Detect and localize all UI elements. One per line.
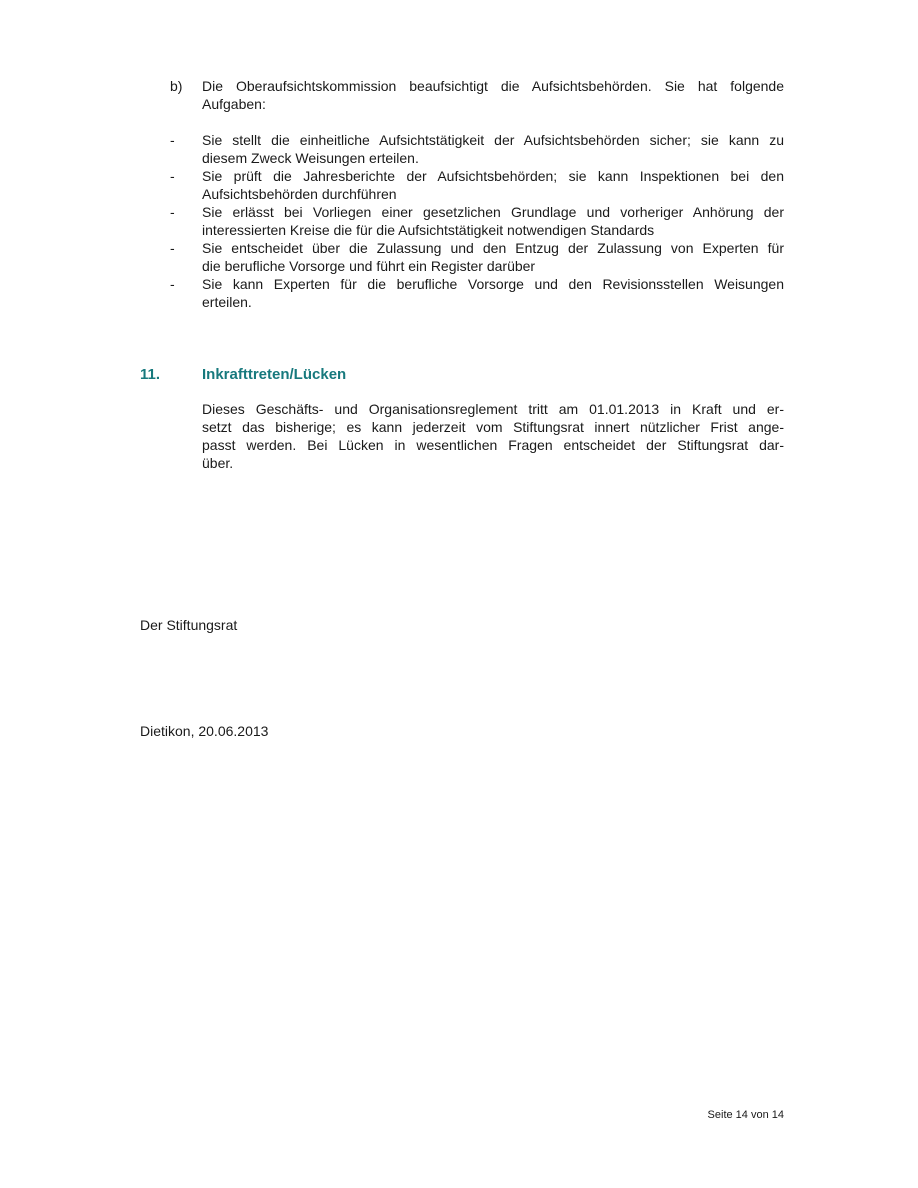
paragraph-line: Aufsichtsbehörden durchführen [202, 186, 397, 202]
paragraph-line: Die Oberaufsichtskommission beaufsichtigt die Aufsichtsbehörden. Sie hat folgende [202, 78, 784, 94]
paragraph-line: Sie stellt die einheitliche Aufsichtstätigkeit der Aufsichtsbehörden sicher; sie kann zu [202, 132, 784, 148]
paragraph-line: über. [202, 455, 234, 471]
dash-marker: - [170, 240, 175, 256]
paragraph-line: setzt das bisherige; es kann jederzeit vom Stiftungsrat innert nützlicher Frist ange- [202, 419, 784, 435]
paragraph-line: Sie erlässt bei Vorliegen einer gesetzlichen Grundlage und vorheriger Anhörung der [202, 204, 784, 220]
list-item-text [202, 131, 784, 167]
list-item-text [202, 275, 784, 311]
list-item [170, 167, 784, 203]
section-heading [140, 365, 784, 385]
list-item [170, 131, 784, 167]
paragraph-line: Sie entscheidet über die Zulassung und den Entzug der Zulassung von Experten für [202, 240, 784, 256]
duties-list [170, 131, 784, 311]
paragraph-line: die berufliche Vorsorge und führt ein Register darüber [202, 258, 536, 274]
dash-marker: - [170, 168, 175, 184]
section-number: 11. [140, 366, 161, 383]
paragraph-line: passt werden. Bei Lücken in wesentlichen Fragen entscheidet der Stiftungsrat dar- [202, 437, 784, 453]
paragraph-line: interessierten Kreise die für die Aufsichtstätigkeit notwendigen Standards [202, 222, 655, 238]
list-item [170, 239, 784, 275]
list-item-b [170, 77, 784, 113]
paragraph-line: Aufgaben: [202, 96, 266, 112]
signature-line: Der Stiftungsrat [140, 617, 238, 633]
place-date: Dietikon, 20.06.2013 [140, 723, 269, 739]
paragraph-line: diesem Zweck Weisungen erteilen. [202, 150, 419, 166]
paragraph-line: erteilen. [202, 294, 252, 310]
paragraph-line: Sie prüft die Jahresberichte der Aufsichtsbehörden; sie kann Inspektionen bei den [202, 168, 784, 184]
paragraph-line: Sie kann Experten für die berufliche Vorsorge und den Revisionsstellen Weisungen [202, 276, 784, 292]
page-number: Seite 14 von 14 [707, 1109, 784, 1121]
dash-marker: - [170, 276, 175, 292]
paragraph-line: Dieses Geschäfts- und Organisationsreglement tritt am 01.01.2013 in Kraft und er- [202, 401, 784, 417]
dash-marker: - [170, 204, 175, 220]
list-item-b-text [202, 77, 784, 113]
list-item-text [202, 167, 784, 203]
list-item [170, 275, 784, 311]
list-item-b-marker: b) [170, 78, 183, 94]
section-paragraph [202, 400, 784, 472]
list-item-text [202, 203, 784, 239]
list-item-text [202, 239, 784, 275]
section-title: Inkrafttreten/Lücken [202, 366, 347, 383]
list-item [170, 203, 784, 239]
dash-marker: - [170, 132, 175, 148]
